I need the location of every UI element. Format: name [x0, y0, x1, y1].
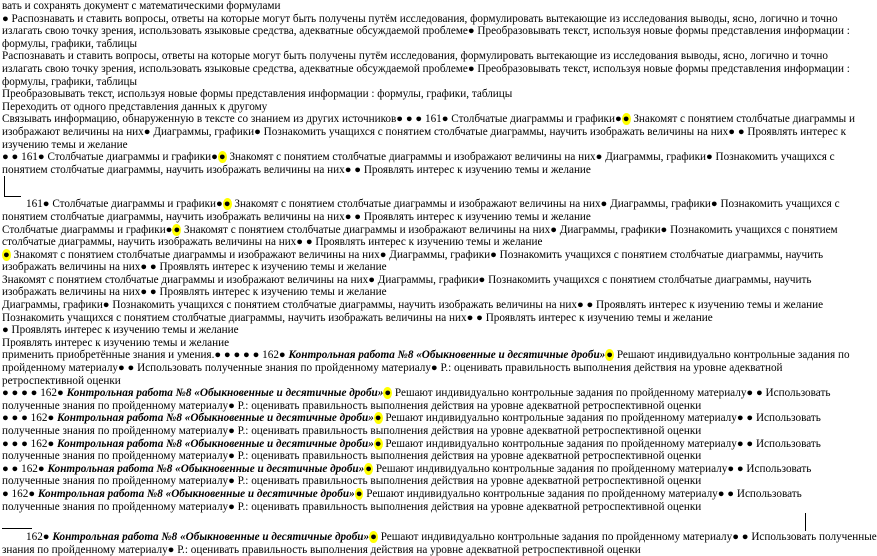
document-page — [2, 0, 877, 556]
text-line: Связывать информацию, обнаруженную в тексте со знанием из других источников● ● ● 161● Столбчатые диаграммы и графики●● Знакомят с понятием столбчатые диаграммы и — [2, 113, 855, 126]
text-line: Переходить от одного представления данных к другому — [2, 100, 268, 113]
text-line: полученные знания по пройденному материалу● Р.: оценивать правильность выполнения действия на уровне адекватной ретроспективной оценки — [2, 425, 702, 437]
text-line: полученные знания по пройденному материалу● Р.: оценивать правильность выполнения действия на уровне адекватной ретроспективной оценки — [2, 500, 702, 513]
text-line: излагать свою точку зрения, использовать языковые средства, адекватные обсуждаемой проблеме● Преобразовывать текст, используя новые формы представления информации : — [2, 25, 850, 38]
text-line: изображать величины на них● ● Проявлять интерес к изучению темы и желание — [2, 286, 387, 299]
text-line: ● Знакомят с понятием столбчатые диаграммы и изображают величины на них● Диаграммы, графики● Познакомить учащихся с понятием столбчатые диаграммы, научить — [3, 248, 824, 261]
text-line: Знакомят с понятием столбчатые диаграммы и изображают величины на них● Диаграммы, графики● Познакомить учащихся с понятием столбчатые диаграммы, научить — [2, 273, 812, 286]
lesson-title: Контрольная работа №8 «Обыкновенные и десятичные дроби» — [52, 531, 370, 544]
text-line: полученные знания по пройденному материалу● Р.: оценивать правильность выполнения действия на уровне адекватной ретроспективной оценки — [2, 450, 702, 463]
lesson-title: Контрольная работа №8 «Обыкновенные и десятичные дроби» — [57, 437, 374, 450]
lesson-title: Контрольная работа №8 «Обыкновенные и десятичные дроби» — [57, 412, 374, 425]
table-rule — [2, 513, 814, 531]
text-line: ● ● ● ● 162● Контрольная работа №8 «Обыкновенные и десятичные дроби»● Решают индивидуально контрольные задания по пройденному материалу● ● Использовать — [2, 387, 831, 400]
text-line: применить приобретённые знания и умения.● ● ● ● ● 162● Контрольная работа №8 «Обыкновенные и десятичные дроби»● Решают индивидуально контрольные задания по — [2, 349, 850, 362]
lesson-title: Контрольная работа №8 «Обыкновенные и десятичные дроби» — [288, 349, 606, 362]
rule-tick — [805, 513, 806, 531]
text-line: ● ● 161● Столбчатые диаграммы и графики●● Знакомят с понятием столбчатые диаграммы и изображают величины на них● Диаграммы, графики● Познакомить учащихся с — [2, 151, 835, 164]
text-line: понятием столбчатые диаграммы, научить изображать величины на них● ● Проявлять интерес к изучению темы и желание — [2, 163, 591, 176]
text-line: столбчатые диаграммы, научить изображать величины на них● ● Проявлять интерес к изучению темы и желание — [2, 236, 543, 249]
text-line: ● ● ● 162● Контрольная работа №8 «Обыкновенные и десятичные дроби»● Решают индивидуально контрольные задания по пройденному материалу● ● Использовать — [2, 412, 821, 425]
highlight-mark: ● — [370, 531, 377, 544]
text-line: полученные знания по пройденному материалу● Р.: оценивать правильность выполнения действия на уровне адекватной ретроспективной оценки — [2, 475, 702, 488]
text-line: полученные знания по пройденному материалу● Р.: оценивать правильность выполнения действия на уровне адекватной ретроспективной оценки — [2, 399, 702, 412]
text-line: Познакомить учащихся с понятием столбчатые диаграммы, научить изображать величины на них● ● Проявлять интерес к изучению темы и желание — [2, 311, 713, 324]
text-line: ● Проявлять интерес к изучению темы и желание — [2, 324, 239, 337]
text-line: Проявлять интерес к изучению темы и желание — [2, 336, 230, 349]
text-line: Столбчатые диаграммы и графики●● Знакомят с понятием столбчатые диаграммы и изображают величины на них● Диаграммы, графики● Познакомить учащихся с понятием — [2, 223, 838, 236]
text-line: ● ● 162● Контрольная работа №8 «Обыкновенные и десятичные дроби»● Решают индивидуально контрольные задания по пройденному материалу● ● Использовать — [2, 462, 812, 475]
highlight-mark: ● — [374, 412, 382, 425]
text-line: вать и сохранять документ с математическими формулами — [2, 0, 281, 12]
text-line: 161● Столбчатые диаграммы и графики●● Знакомят с понятием столбчатые диаграммы и изображают величины на них● Диаграммы, графики● Познакомить учащихся с — [26, 198, 840, 211]
highlight-mark: ● — [622, 113, 630, 126]
text-line: изучению темы и желание — [2, 138, 128, 151]
text-line: пройденному материалу● ● Использовать полученные знания по пройденному материалу● Р.: оценивать правильность выполнения действия на уровне адекватной — [2, 362, 783, 375]
text-line: изображать величины на них● ● Проявлять интерес к изучению темы и желание — [2, 261, 387, 274]
rule-line — [2, 528, 32, 529]
text-line: понятием столбчатые диаграммы, научить изображать величины на них● ● Проявлять интерес к изучению темы и желание — [2, 210, 591, 223]
cell-border — [4, 176, 21, 197]
text-line: ретроспективной оценки — [2, 374, 121, 387]
text-line: знания по пройденному материалу● Р.: оценивать правильность выполнения действия на уровне адекватной ретроспективной оценки — [2, 543, 641, 556]
text-line: Распознавать и ставить вопросы, ответы на которые могут быть получены путём исследования, формулировать вытекающие из исследования выводы, ясно, логично и точно — [2, 50, 828, 63]
text-line: формулы, графики, таблицы — [2, 37, 138, 50]
text-line: 162● Контрольная работа №8 «Обыкновенные и десятичные дроби»● Решают индивидуально контрольные задания по пройденному материалу● ● Использовать полученные — [26, 531, 877, 544]
text-line: изображают величины на них● Диаграммы, графики● Познакомить учащихся с понятием столбчатые диаграммы, научить изображать величины на них● ● Проявлять интерес к — [2, 125, 847, 138]
text-line: Преобразовывать текст, используя новые формы представления информации : формулы, графики, таблицы — [2, 88, 513, 101]
highlight-mark: ● — [218, 151, 226, 164]
highlight-mark: ● — [173, 223, 181, 236]
highlight-mark: ● — [606, 349, 614, 362]
highlight-mark: ● — [223, 198, 231, 211]
highlight-mark: ● — [355, 487, 363, 500]
text-line: формулы, графики, таблицы — [2, 75, 138, 88]
text-line: ● Распознавать и ставить вопросы, ответы на которые могут быть получены путём исследования, формулировать вытекающие из исследования выводы, ясно, логично и точно — [2, 12, 838, 25]
highlight-mark: ● — [3, 248, 10, 261]
highlight-mark: ● — [374, 437, 382, 450]
highlight-mark: ● — [384, 387, 392, 400]
text-line: ● 162● Контрольная работа №8 «Обыкновенные и десятичные дроби»● Решают индивидуально контрольные задания по пройденному материалу● ● Использовать — [2, 487, 802, 500]
lesson-title: Контрольная работа №8 «Обыкновенные и десятичные дроби» — [47, 462, 365, 475]
table-cell-fragment — [2, 176, 814, 198]
highlight-mark: ● — [365, 462, 373, 475]
text-line: излагать свою точку зрения, использовать языковые средства, адекватные обсуждаемой проблеме● Преобразовывать текст, используя новые формы представления информации : — [2, 62, 850, 75]
text-line: ● ● ● 162● Контрольная работа №8 «Обыкновенные и десятичные дроби»● Решают индивидуально контрольные задания по пройденному материалу● ● Использовать — [2, 437, 821, 450]
text-line: Диаграммы, графики● Познакомить учащихся с понятием столбчатые диаграммы, научить изображать величины на них● ● Проявлять интерес к изучению темы и желание — [2, 299, 824, 312]
lesson-title: Контрольная работа №8 «Обыкновенные и десятичные дроби» — [66, 387, 384, 400]
lesson-title: Контрольная работа №8 «Обыкновенные и десятичные дроби» — [37, 487, 355, 500]
